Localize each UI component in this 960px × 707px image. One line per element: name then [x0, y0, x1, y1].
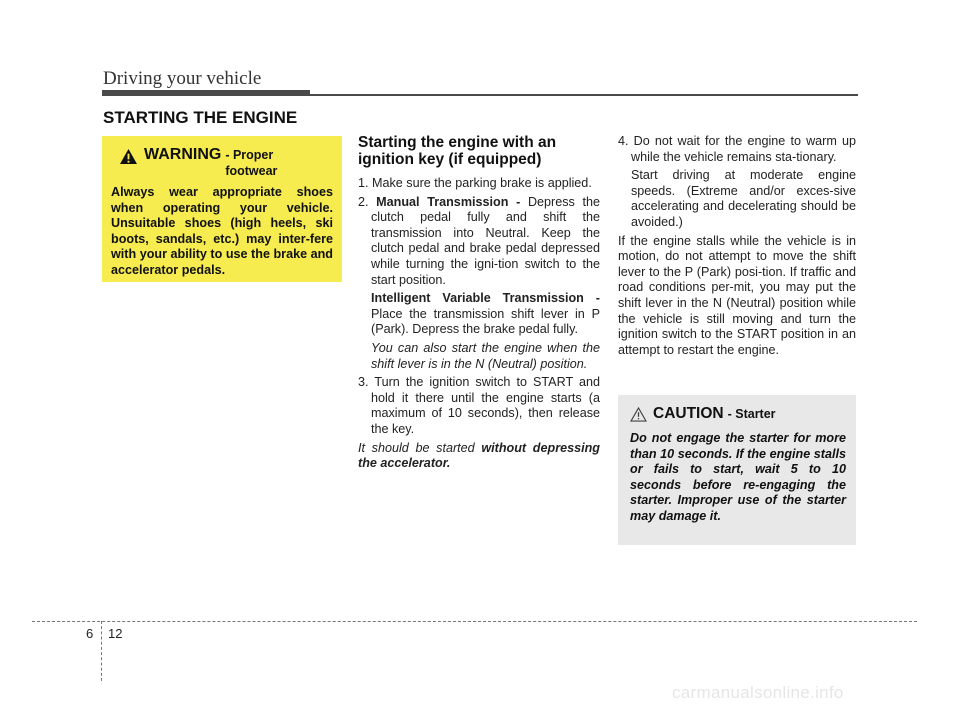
chapter-number: 6 [86, 626, 94, 641]
warning-subtitle: - Proper footwear [225, 148, 278, 178]
page-header-title: Driving your vehicle [103, 68, 262, 89]
note-bold: without depressing the accelerator. [358, 440, 600, 471]
stall-paragraph: If the engine stalls while the vehicle is in motion, do not attempt to move the shift lever to the P (Park) posi-tion. If traffic and road conditions per-mit, you may put the shift lever in the N (Neutral) position while the vehicle is still moving and turn the ignition switch to the START position in an attempt to restart the engine. [618, 233, 856, 357]
watermark: carmanualsonline.info [672, 683, 844, 702]
ivt-note: You can also start the engine when the shift lever is in the N (Neutral) position. [371, 340, 600, 371]
middle-column [358, 134, 600, 475]
caution-body: Do not engage the starter for more than 10 seconds. If the engine stalls or fails to start, wait 5 to 10 seconds before re-engaging the starter. Improper use of the starter may damage it. [630, 431, 846, 523]
step-4: 4. Do not wait for the engine to warm up while the vehicle remains sta-tionary. [618, 134, 856, 164]
step-2-number: 2. [358, 194, 377, 209]
warning-body: Always wear appropriate shoes when operating your vehicle. Unsuitable shoes (high heels, ski boots, sandals, etc.) may inter-fere with your ability to use the brake and accelerator pedals. [111, 185, 333, 277]
header-bar [102, 90, 310, 96]
step-2-text: Depress the clutch pedal fully and shift the transmission into Neutral. Keep the clutch pedal and brake pedal depressed while turning the igni-tion switch to the start position. [371, 194, 601, 287]
header-rule [310, 94, 858, 96]
caution-subtitle: - Starter [727, 407, 776, 421]
ivt-bold: Intelligent Variable Transmission - [371, 291, 600, 306]
step-2-bold: Manual Transmission - [376, 194, 528, 209]
footer-divider [101, 621, 102, 681]
step-1: 1. Make sure the parking brake is applied. [358, 176, 592, 190]
page-number: 12 [108, 626, 123, 641]
note-italic: It should be started [358, 440, 482, 455]
footer-rule [32, 621, 917, 622]
ivt-paragraph [358, 291, 600, 338]
subsection-heading: Starting the engine with an ignition key (if equipped) [358, 134, 557, 168]
warning-label: WARNING [144, 146, 222, 163]
caution-header [630, 405, 846, 423]
step-4-sub: Start driving at moderate engine speeds. (Extreme and/or exces-sive accelerating and decelerating should be avoided.) [631, 168, 856, 229]
warning-box [102, 136, 342, 282]
caution-box [618, 395, 856, 545]
warning-triangle-icon [119, 148, 138, 165]
step-2 [358, 195, 600, 289]
ivt-text: Place the transmission shift lever in P (Park). Depress the brake pedal fully. [371, 306, 600, 337]
caution-triangle-icon [630, 407, 647, 422]
step-3: 3. Turn the ignition switch to START and hold it there until the engine starts (a maximum of 10 seconds), then release the key. [358, 375, 600, 436]
right-column [618, 134, 856, 361]
warning-header [111, 146, 333, 179]
section-heading: STARTING THE ENGINE [103, 108, 298, 127]
caution-label: CAUTION [653, 405, 724, 422]
accelerator-note [358, 441, 600, 472]
